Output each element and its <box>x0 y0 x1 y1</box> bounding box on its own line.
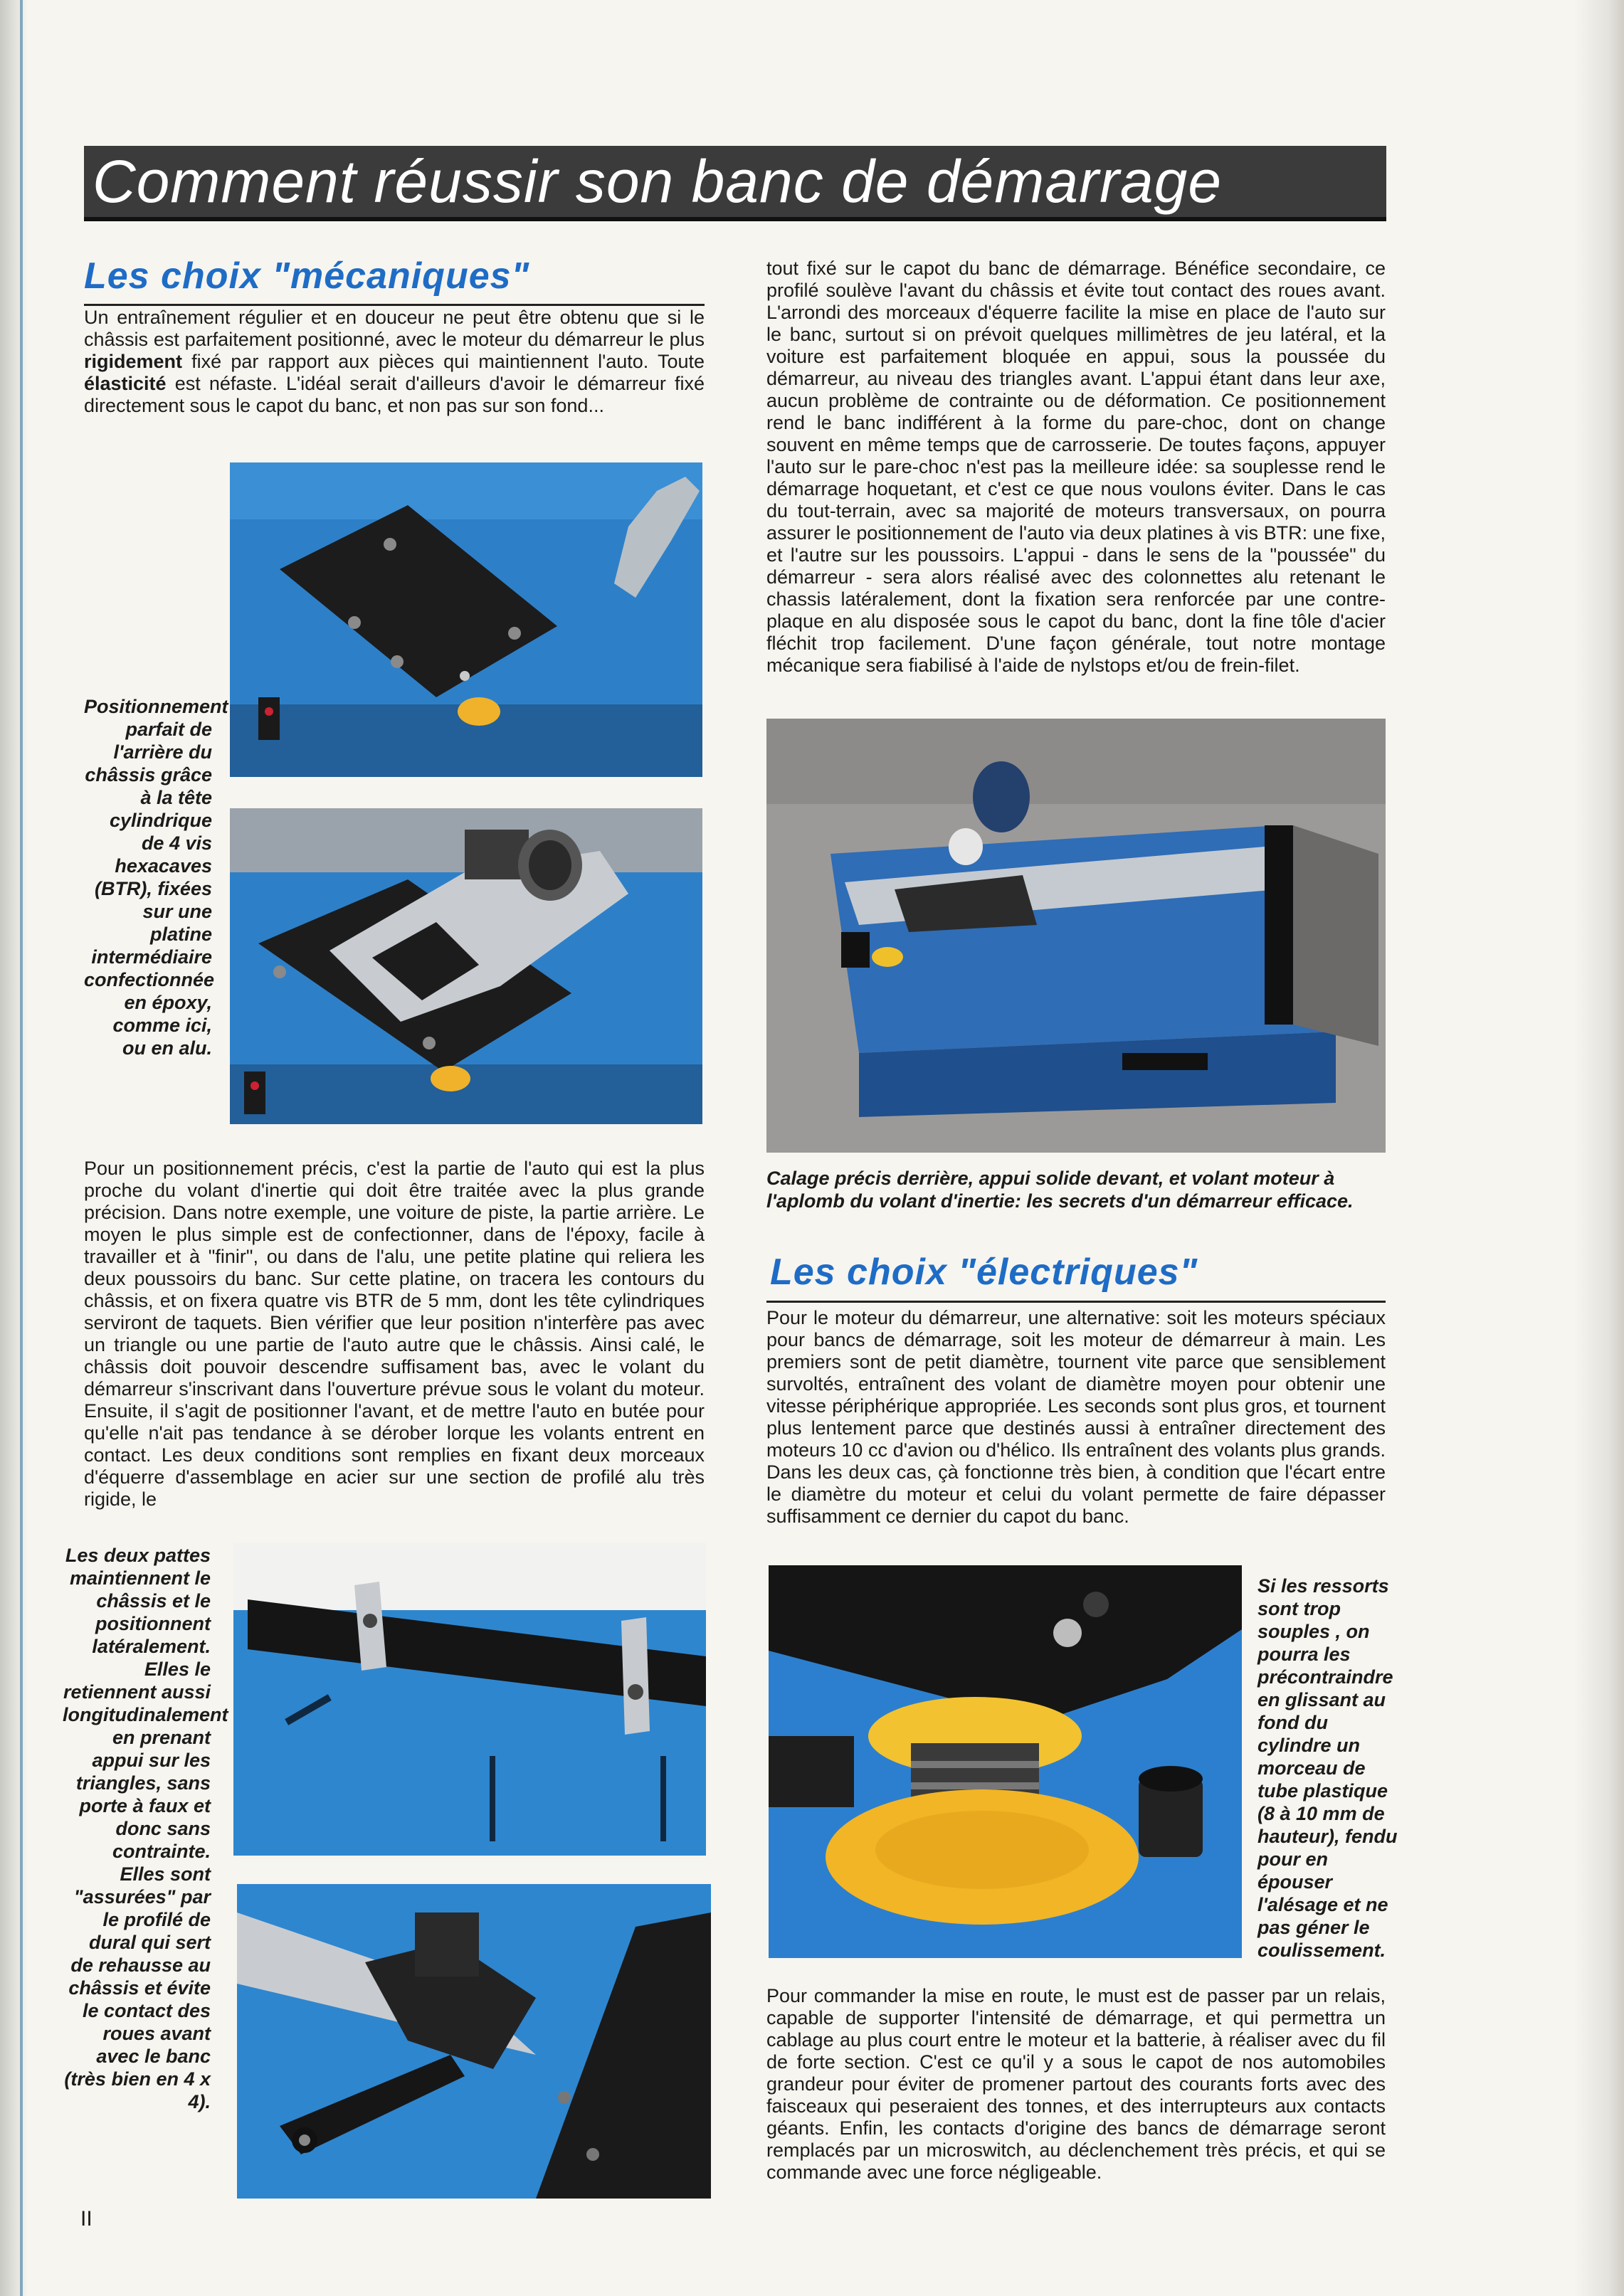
photo-complete-bench <box>766 719 1386 1153</box>
photo-two-brackets <box>233 1543 706 1856</box>
page-edge-shadow <box>1574 0 1624 2296</box>
section-rule-1 <box>84 304 705 306</box>
page-gutter-shadow <box>0 0 28 2296</box>
intro-text-run: est néfaste. L'idéal serait d'ailleurs d'avoir le démarreur fixé directement sous le capot du banc, et non pas sur son fond... <box>84 373 705 416</box>
title-banner <box>84 146 1386 221</box>
page-title: Comment réussir son banc de démarrage <box>93 148 1223 215</box>
intro-text-run: fixé par rapport aux pièces qui maintiennent l'auto. Toute <box>182 351 705 372</box>
body-profile: tout fixé sur le capot du banc de démarrage. Bénéfice secondaire, ce profilé soulève l'avant du châssis et évite tout contact des roues avant. L'arrondi des morceaux d'équerre facilite la mise en place de l'auto sur le banc, surtout si on prévoit quelques millimètres de jeu latéral, et la voiture est parfaitement bloquée en appui, sous la poussée du démarreur, au niveau des triangles avant. L'appui étant dans leur axe, aucun problème de contrainte ou de déformation. Ce positionnement rend le banc indifférent à la forme du pare-choc, dont on change souvent en même temps que de carrosserie. De toutes façons, appuyer l'auto sur le pare-choc n'est pas la meilleure idée: sa souplesse rend le démarrage hoquetant, et c'est ce que nous voulons éviter. Dans le cas du tout-terrain, avec sa majorité de moteurs transversaux, on pourra assurer le positionnement de l'auto via deux platines à vis BTR: une fixe, et l'autre sur les poussoirs. L'appui - dans le sens de la "poussée" du démarreur - sera alors réalisé avec des colonnettes alu retenant le chassis latéralement, dont la fixation sera renforcée par une contre-plaque en alu disposée sous le capot du banc, dont la fine tôle d'acier fléchit trop facilement. D'une façon générale, tout notre montage mécanique sera fiabilisé à l'aide de nylstops et/ou de frein-filet. <box>766 258 1386 676</box>
caption-springs: Si les ressorts sont trop souples , on pourra les précontraindre en glissant au fond du cylindre un morceau de tube plastique (8 à 10 mm de hauteur), fendu pour en épouser l'alésage et ne pas géner le coulissement. <box>1257 1575 1398 1961</box>
intro-bold-term: élasticité <box>84 373 167 394</box>
intro-text-run: Un entraînement régulier et en douceur ne peut être obtenu que si le châssis est parfaitement positionné, avec le moteur du démarreur le plus <box>84 307 705 350</box>
body-moteur: Pour le moteur du démarreur, une alternative: soit les moteurs spéciaux pour bancs de démarrage, soit les moteur de démarreur à main. Les premiers sont de petit diamètre, tournent vite parce que sensiblement survoltés, entraînent des volant de diamètre moyen pour obtenir une vitesse périphérique appropriée. Les seconds sont plus gros, et tournent plus lentement parce que destinés aussi à entraîner directement des moteurs 10 cc d'avion ou d'hélico. Ils entraînent des volants plus grands. Dans les deux cas, çà fonctionne très bien, à condition que l'écart entre le diamètre du moteur et celui du volant permette de faire dépasser suffisamment ce dernier du capot du banc. <box>766 1307 1386 1527</box>
section-rule-2 <box>766 1301 1386 1303</box>
gutter-edge-line <box>20 0 23 2296</box>
photo-front-triangles <box>237 1884 711 2199</box>
caption-platine: Positionnement parfait de l'arrière du châssis grâce à la tête cylindrique de 4 vis hexacaves (BTR), fixées sur une platine intermédiaire confectionnée en époxy, comme ici, ou en alu. <box>84 696 228 1059</box>
intro-paragraph <box>84 307 705 417</box>
photo-platine-rear-chassis <box>230 462 702 777</box>
photo-chassis-on-platine <box>230 808 702 1124</box>
caption-bench: Calage précis derrière, appui solide devant, et volant moteur à l'aplomb du volant d'inertie: les secrets d'un démarreur efficace. <box>766 1168 1354 1212</box>
caption-brackets: Les deux pattes maintiennent le châssis et le positionnent latéralement. Elles le retiennent aussi longitudinalement en prenant appui sur les triangles, sans porte à faux et donc sans contrainte. Elles sont "assurées" par le profilé de dural qui sert de rehausse au châssis et évite le contact des roues avant avec le banc (très bien en 4 x 4). <box>63 1545 228 2112</box>
intro-bold-term: rigidement <box>84 351 183 372</box>
page-number: II <box>80 2207 93 2231</box>
body-positionnement: Pour un positionnement précis, c'est la partie de l'auto qui est la plus proche du volant d'inertie qui doit être traitée avec la plus grande précision. Dans notre exemple, une voiture de piste, la partie arrière. Le moyen le plus simple est de confectionner, dans de l'époxy, facile à travailler et à "finir", ou dans de l'alu, une petite platine qui reliera les deux poussoirs du banc. Sur cette platine, on tracera les contours du châssis, et on fixera quatre vis BTR de 5 mm, dont les tête cylindriques serviront de taquets. Bien vérifier que leur position n'interfère pas avec un triangle ou une partie de l'auto autre que le châssis. Ainsi calé, le châssis doit pouvoir descendre suffisament bas, avec le volant du démarreur s'inscrivant dans l'ouverture prévue sous le volant du moteur. Ensuite, il s'agit de positionner l'avant, et de mettre l'auto en butée pour qu'elle n'ait pas tendance à se dérober lorque les volants entrent en contact. Les deux conditions sont remplies en fixant deux morceaux d'équerre d'assemblage en acier sur une section de profilé alu très rigide, le <box>84 1158 705 1510</box>
photo-springs <box>769 1565 1242 1958</box>
body-relais: Pour commander la mise en route, le must est de passer par un relais, capable de supporter l'intensité de démarrage, et qui permettra un cablage au plus court entre le moteur et la batterie, à réaliser avec du fil de forte section. C'est ce qu'il y a sous le capot de nos automobiles grandeur pour éviter de promener partout des courants forts avec des faisceaux qui peseraient des tonnes, et des interrupteurs aux contacts géants. Enfin, les contacts d'origine des bancs de démarrage seront remplacés par un microswitch, au déclenchement très précis, et qui se commande avec une force négligeable. <box>766 1985 1386 2183</box>
section-title-electriques: Les choix "électriques" <box>770 1252 1198 1293</box>
section-title-mecaniques: Les choix "mécaniques" <box>84 255 530 297</box>
